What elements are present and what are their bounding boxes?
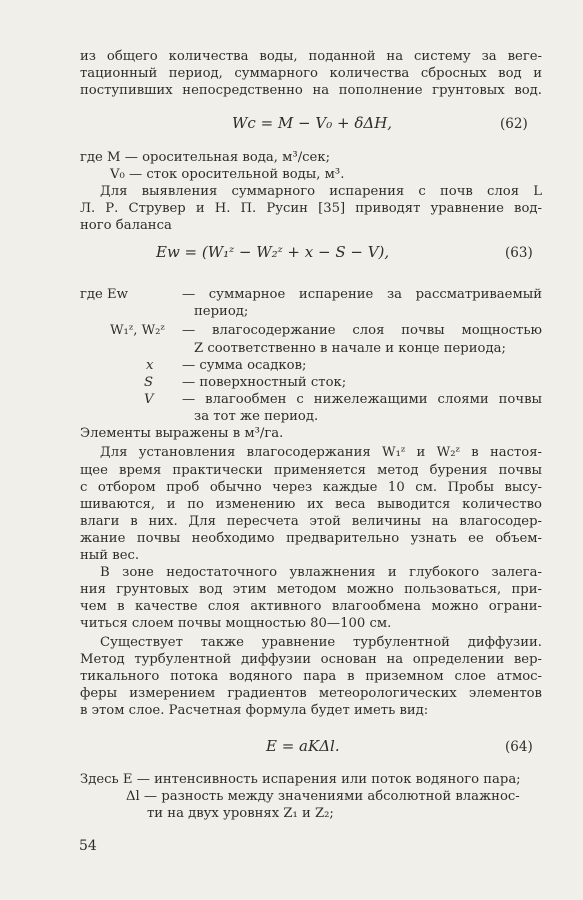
text-line: тикального потока водяного пара в приземном слое атмос- xyxy=(80,669,542,684)
text-line: ного баланса xyxy=(80,218,172,233)
definition-line: — поверхностный сток; xyxy=(182,375,347,390)
equation-62: Wс = M − V₀ + δΔH, xyxy=(232,114,393,132)
text-line: из общего количества воды, поданной на систему за веге- xyxy=(80,49,542,64)
text-line: в этом слое. Расчетная формула будет иметь вид: xyxy=(80,703,429,718)
symbol: где Ew xyxy=(80,287,128,302)
symbol: W₁ᶻ, W₂ᶻ xyxy=(110,323,165,338)
text-line: тационный период, суммарного количества сбросных вод и xyxy=(80,66,542,81)
text-line: Для установления влагосодержания W₁ᶻ и W₂ᶻ в настоя- xyxy=(100,445,542,460)
definition-line: — влагообмен с нижележащими слоями почвы xyxy=(182,392,542,407)
definition-line: период; xyxy=(194,304,249,319)
definition-line: — влагосодержание слоя почвы мощностью xyxy=(182,323,542,338)
definition-line: Здесь E — интенсивность испарения или поток водяного пара; xyxy=(80,772,521,787)
text-line: щее время практически применяется метод бурения почвы xyxy=(80,463,542,478)
text-line: шиваются, и по изменению их веса выводится количество xyxy=(80,497,542,512)
text-line: Метод турбулентной диффузии основан на определении вер- xyxy=(80,652,542,667)
equation-64: E = aKΔl. xyxy=(266,737,340,755)
definition-line: V₀ — сток оросительной воды, м³. xyxy=(110,167,345,182)
definition-line: за тот же период. xyxy=(194,409,319,424)
text-line: чем в качестве слоя активного влагообмена можно ограни- xyxy=(80,599,542,614)
equation-number: (63) xyxy=(505,245,533,261)
text-line: читься слоем почвы мощностью 80—100 см. xyxy=(80,616,392,631)
text-line: Л. Р. Струвер и Н. П. Русин [35] приводят уравнение вод- xyxy=(80,201,542,216)
equation-63: Ew = (W₁ᶻ − W₂ᶻ + x − S − V), xyxy=(156,243,390,261)
text-line: Для выявления суммарного испарения с почв слоя L xyxy=(100,184,542,199)
text-line: Элементы выражены в м³/га. xyxy=(80,426,284,441)
text-line: поступивших непосредственно на пополнение грунтовых вод. xyxy=(80,83,542,98)
definition-line: где M — оросительная вода, м³/сек; xyxy=(80,150,331,165)
text-line: Существует также уравнение турбулентной диффузии. xyxy=(100,635,542,650)
page-number: 54 xyxy=(79,838,97,854)
definition-line: Δl — разность между значениями абсолютной влажнос- xyxy=(126,789,520,804)
text-line: ный вес. xyxy=(80,548,140,563)
definition-line: Z соответственно в начале и конце периода; xyxy=(194,341,506,356)
text-line: жание почвы необходимо предварительно узнать ее объем- xyxy=(80,531,542,546)
text-line: ния грунтовых вод этим методом можно пользоваться, при- xyxy=(80,582,542,597)
definition-line: ти на двух уровнях Z₁ и Z₂; xyxy=(147,806,334,821)
text-line: с отбором проб обычно через каждые 10 см. Пробы высу- xyxy=(80,480,542,495)
equation-number: (62) xyxy=(500,116,528,132)
text-line: В зоне недостаточного увлажнения и глубокого залега- xyxy=(100,565,542,580)
symbol: S xyxy=(144,375,154,390)
text-line: влаги в них. Для пересчета этой величины на влагосодер- xyxy=(80,514,542,529)
equation-number: (64) xyxy=(505,739,533,755)
definition-line: — суммарное испарение за рассматриваемый xyxy=(182,287,542,302)
definition-line: — сумма осадков; xyxy=(182,358,307,373)
symbol: V xyxy=(144,392,154,407)
symbol: x xyxy=(146,358,154,373)
text-line: феры измерением градиентов метеорологических элементов xyxy=(80,686,542,701)
